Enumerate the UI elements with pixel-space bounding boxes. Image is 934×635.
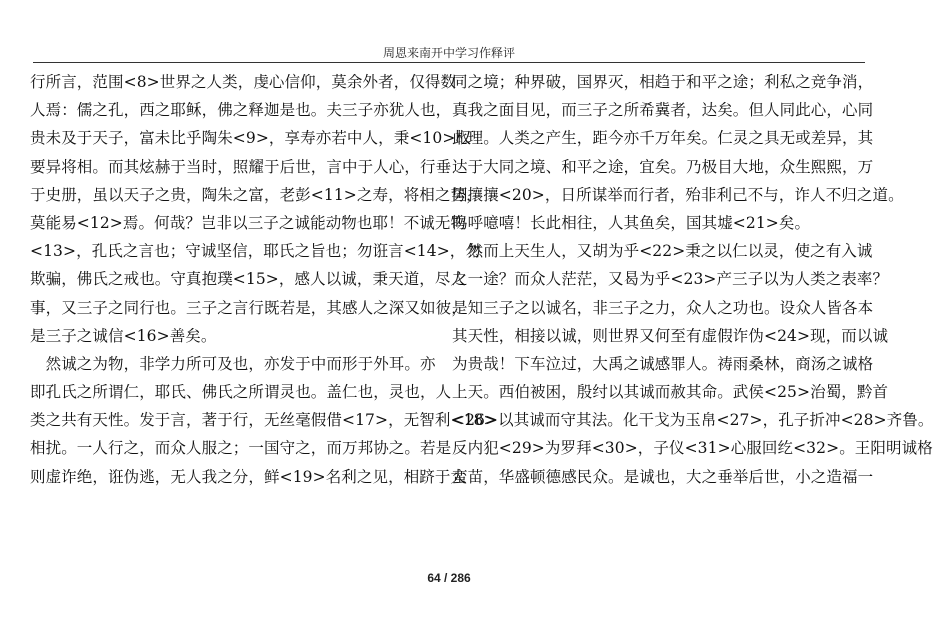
text-line: 然而上天生人，又胡为乎<22>秉之以仁以灵，使之有入诚 xyxy=(452,242,873,261)
text-line: 即孔氏之所谓仁，耶氏、佛氏之所谓灵也。盖仁也，灵也，人 xyxy=(30,383,452,402)
text-line: <26>以其诚而守其法。化干戈为玉帛<27>，孔子折冲<28>齐鲁。 xyxy=(452,411,934,430)
text-line: 人焉：儒之孔，西之耶稣，佛之释迦是也。夫三子亦犹人也， xyxy=(30,101,452,120)
text-line: 同之境；种界破，国界灭，相趋于和平之途；利私之竞争消， xyxy=(452,73,874,91)
text-line: 之一途？而众人茫茫，又曷为乎<23>产三子以为人类之表率？ xyxy=(452,270,889,289)
text-line: 贵未及于天子，富未比乎陶朱<9>，享寿亦若中人，秉<10>权 xyxy=(30,129,472,148)
text-line: 上天。西伯被困，殷纣以其诚而赦其命。武侯<25>治蜀，黔首 xyxy=(452,383,889,402)
right-text-column xyxy=(452,68,934,491)
page-number: 64 / 286 xyxy=(427,571,471,585)
text-line: 此理。人类之产生，距今亦千万年矣。仁灵之具无或差异，其 xyxy=(452,129,874,148)
text-line: 是三子之诚信<16>善矣。 xyxy=(30,326,217,345)
text-line: 类之共有天性。发于言，著于行，无丝毫假借<17>，无智利<18> xyxy=(30,411,497,430)
text-line: 然诚之为物，非学力所可及也，亦发于中而形于外耳。亦 xyxy=(30,354,436,373)
running-header-title: 周恩来南开中学习作释评 xyxy=(382,46,515,60)
text-line: 要异将相。而其炫赫于当时，照耀于后世，言中于人心，行垂 xyxy=(30,157,452,176)
text-line: 为贵哉！下车泣过，大禹之诚感罪人。祷雨桑林，商汤之诚格 xyxy=(452,354,874,373)
header-divider xyxy=(33,62,865,63)
text-line: 是知三子之以诚名，非三子之力，众人之功也。设众人皆各本 xyxy=(452,298,874,317)
text-line: 呜呼噫嘻！长此相往，人其鱼矣，国其墟<21>矣。 xyxy=(452,213,811,232)
text-line: <13>，孔氏之言也；守诚坚信，耶氏之旨也；勿诳言<14>，勿 xyxy=(30,242,481,261)
text-line: 则虚诈绝，诳伪逃，无人我之分，鲜<19>名利之见，相跻于大 xyxy=(30,467,467,486)
text-line: 反内犯<29>为罗拜<30>，子仪<31>心服回纥<32>。王阳明诚格 xyxy=(452,439,933,458)
text-line: 莫能易<12>焉。何哉？岂非以三子之诚能动物也耶！不诚无物 xyxy=(30,213,467,232)
text-line: 达于大同之境、和平之途，宜矣。乃极目大地，众生熙熙，万 xyxy=(452,157,874,176)
text-line: 于史册，虽以天子之贵，陶朱之富，老彭<11>之寿，将相之势， xyxy=(30,185,482,204)
text-line: 欺骗，佛氏之戒也。守真抱璞<15>，感人以诚，秉天道，尽人 xyxy=(30,270,467,289)
text-line: 其天性，相接以诚，则世界又何至有虚假诈伪<24>现，而以诚 xyxy=(452,326,889,345)
text-line: 真我之面目见，而三子之所希冀者，达矣。但人同此心，心同 xyxy=(452,101,874,120)
text-line: 国攘攘<20>，日所谋举而行者，殆非利己不与，诈人不归之道。 xyxy=(452,185,904,204)
left-text-column xyxy=(30,68,497,491)
text-line: 相扰。一人行之，而众人服之；一国守之，而万邦协之。若是 xyxy=(30,439,452,458)
text-line: 行所言，范围<8>世界之人类，虔心信仰，莫余外者，仅得数 xyxy=(30,73,457,91)
text-line: 蛮苗，华盛顿德感民众。是诚也，大之垂举后世，小之造福一 xyxy=(452,467,874,486)
text-line: 事，又三子之同行也。三子之言行既若是，其感人之深又如彼， xyxy=(30,298,467,317)
